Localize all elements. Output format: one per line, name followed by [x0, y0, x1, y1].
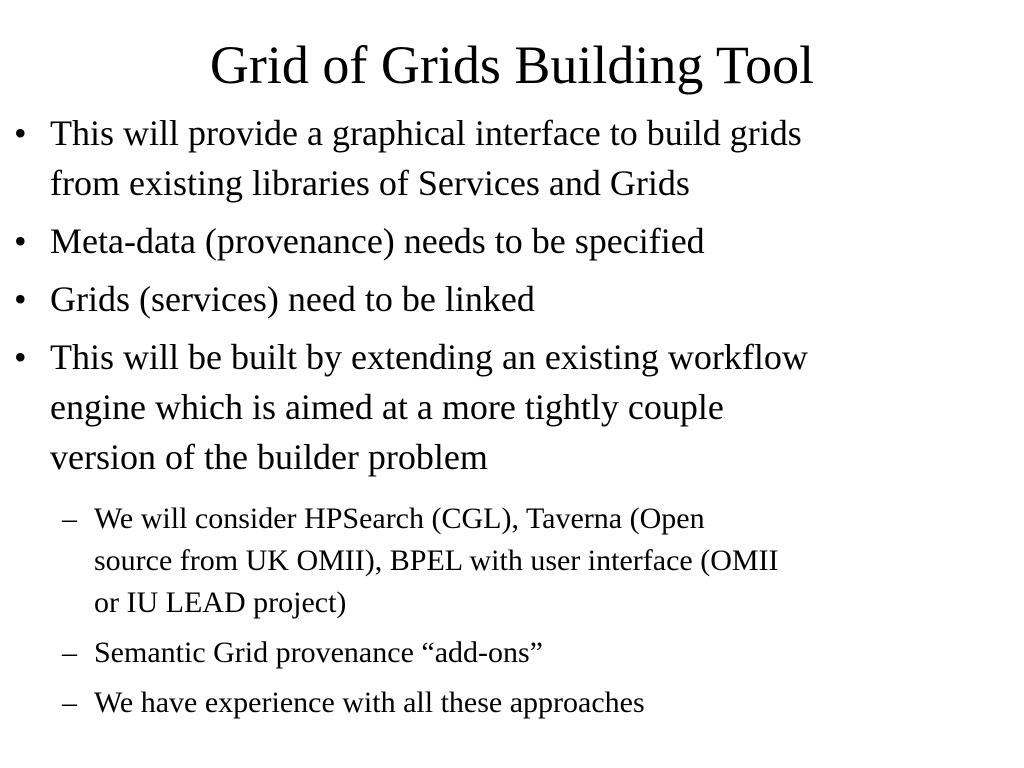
sub-bullet-text-line: source from UK OMII), BPEL with user interface (OMII: [94, 544, 779, 577]
bullet-text-line: Grids (services) need to be linked: [50, 279, 535, 319]
bullet-text-line: This will be built by extending an existing workflow: [50, 337, 808, 377]
bullet-item: [0, 216, 1024, 266]
sub-bullet-text-line: or IU LEAD project): [94, 586, 347, 619]
bullet-item: [0, 274, 1024, 324]
bullet-item: [0, 108, 1024, 208]
bullet-text-line: engine which is aimed at a more tightly couple: [50, 387, 724, 427]
bullet-marker: •: [14, 279, 27, 319]
sub-bullet-marker: –: [62, 686, 77, 719]
sub-bullet-list: [0, 498, 1024, 732]
sub-bullet-text-line: Semantic Grid provenance “add-ons”: [94, 636, 543, 669]
sub-bullet-marker: –: [62, 636, 77, 669]
bullet-text-line: version of the builder problem: [50, 437, 488, 477]
sub-bullet-text-line: We will consider HPSearch (CGL), Taverna (Open: [94, 502, 705, 535]
slide-title: Grid of Grids Building Tool: [209, 35, 815, 95]
sub-bullet-item: [0, 682, 1024, 724]
sub-bullet-text-line: We have experience with all these approaches: [94, 686, 645, 719]
bullet-marker: •: [14, 113, 27, 153]
bullet-marker: •: [14, 337, 27, 377]
bullet-marker: •: [14, 221, 27, 261]
bullet-item: [0, 332, 1024, 482]
bullet-text-line: Meta-data (provenance) needs to be specified: [50, 221, 705, 261]
bullet-text-line: from existing libraries of Services and Grids: [50, 163, 690, 203]
bullet-text-line: This will provide a graphical interface to build grids: [50, 113, 802, 153]
sub-bullet-marker: –: [62, 502, 77, 535]
sub-bullet-item: [0, 498, 1024, 624]
bullet-list: [0, 108, 1024, 490]
sub-bullet-item: [0, 632, 1024, 674]
